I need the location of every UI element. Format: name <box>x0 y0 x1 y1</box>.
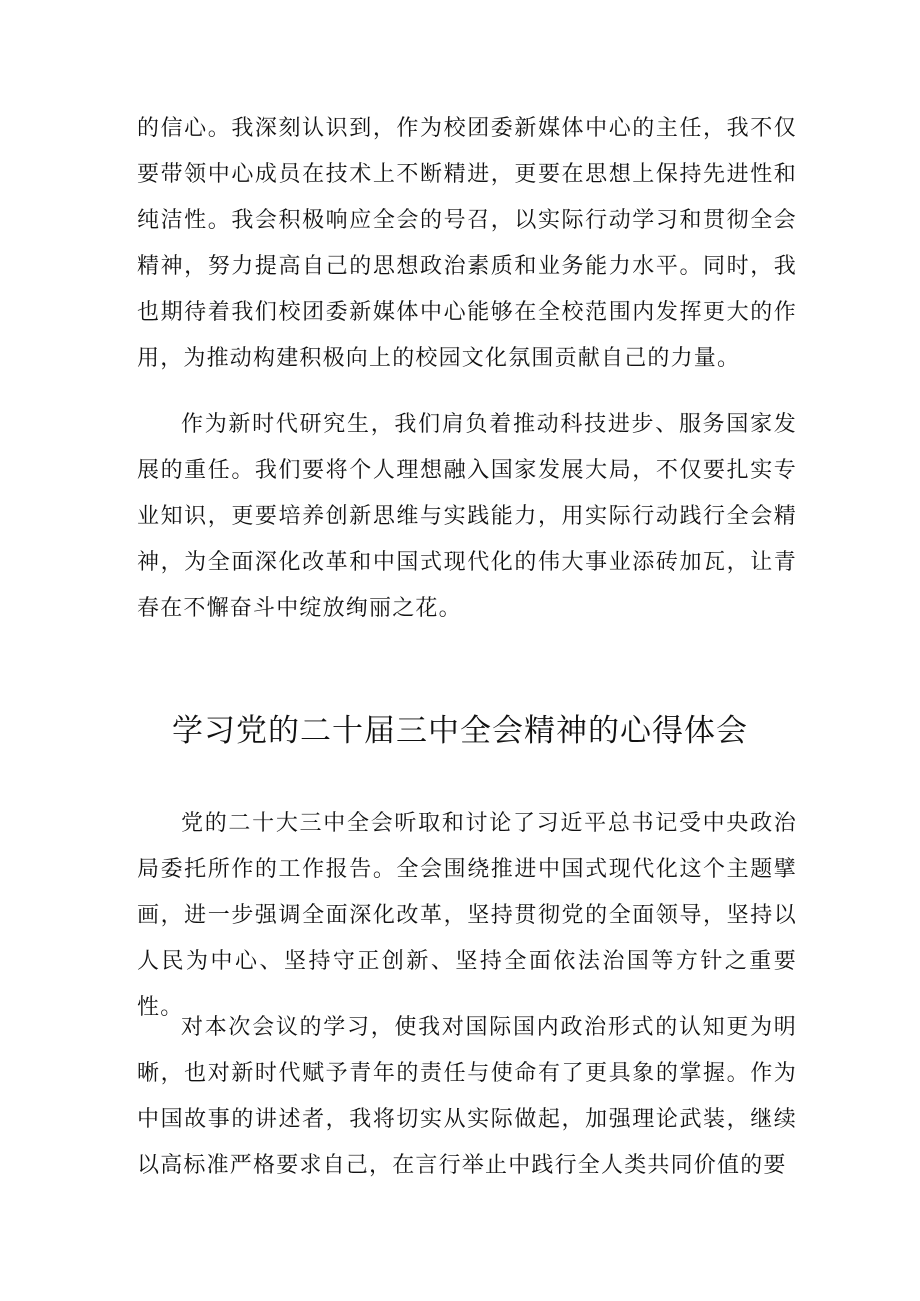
section-title: 学习党的二十届三中全会精神的心得体会 <box>172 713 748 749</box>
paragraph-study-reflection: 对本次会议的学习，使我对国际国内政治形式的认知更为明晰，也对新时代赋予青年的责任与使命有了更具象的掌握。作为中国故事的讲述者，我将切实从实际做起，加强理论武装，继续以高标准严格要求自己，在言行举止中践行全人类共同价值的要 <box>137 1015 797 1178</box>
paragraph-graduate-responsibility: 作为新时代研究生，我们肩负着推动科技进步、服务国家发展的重任。我们要将个人理想融入国家发展大局，不仅要扎实专业知识，更要培养创新思维与实践能力，用实际行动践行全会精神，为全面深化改革和中国式现代化的伟大事业添砖加瓦，让青春在不懈奋斗中绽放绚丽之花。 <box>137 412 797 621</box>
paragraph-plenary-summary: 党的二十大三中全会听取和讨论了习近平总书记受中央政治局委托所作的工作报告。全会围绕推进中国式现代化这个主题擘画，进一步强调全面深化改革，坚持贯彻党的全面领导，坚持以人民为中心、坚持守正创新、坚持全面依法治国等方针之重要性。 <box>137 811 797 1020</box>
paragraph-continued: 的信心。我深刻认识到，作为校团委新媒体中心的主任，我不仅要带领中心成员在技术上不断精进，更要在思想上保持先进性和纯洁性。我会积极响应全会的号召，以实际行动学习和贯彻全会精神，努力提高自己的思想政治素质和业务能力水平。同时，我也期待着我们校团委新媒体中心能够在全校范围内发挥更大的作用，为推动构建积极向上的校园文化氛围贡献自己的力量。 <box>137 116 797 371</box>
